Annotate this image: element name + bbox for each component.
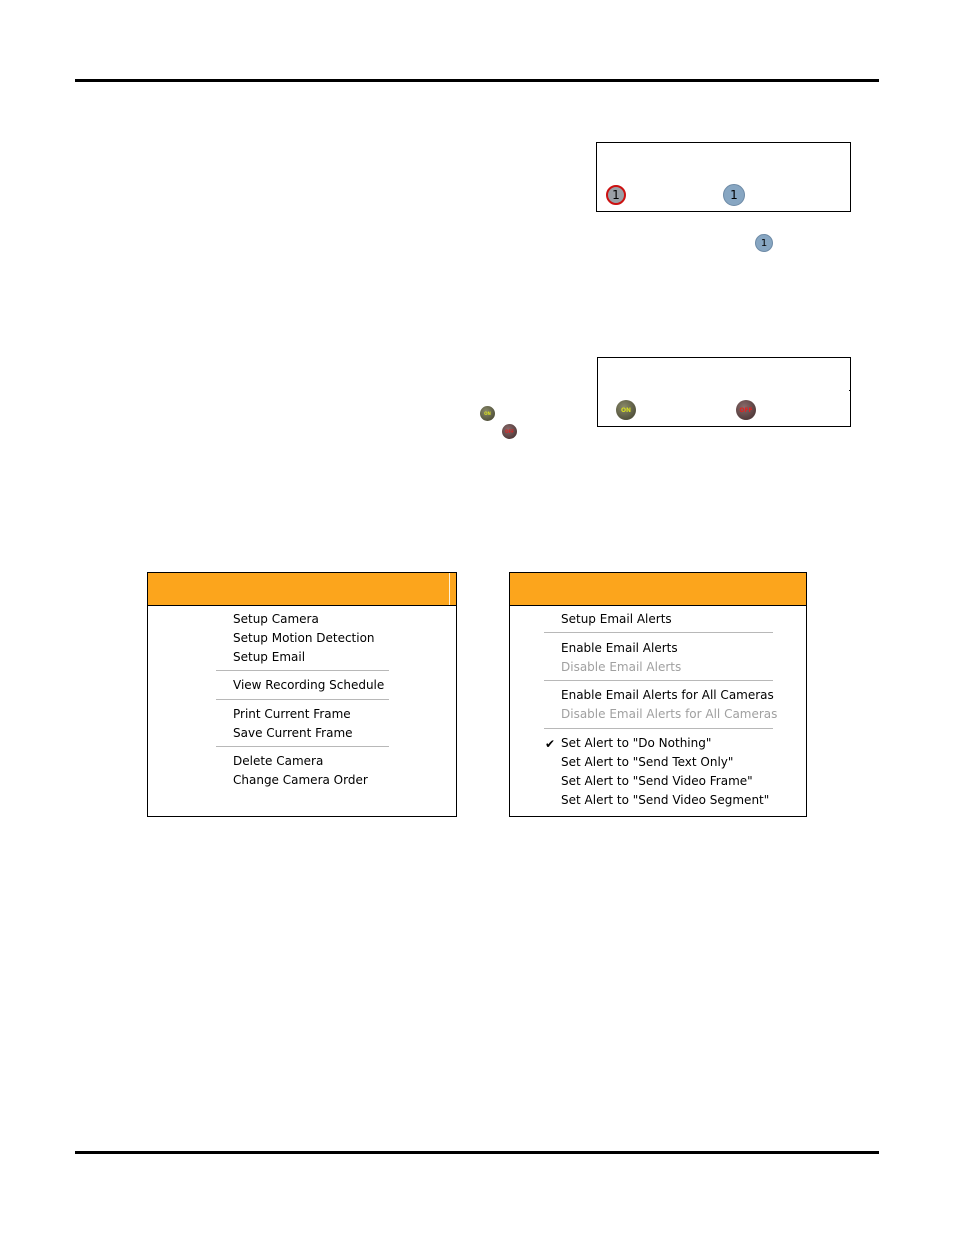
menu-item-delete-camera[interactable]: Delete Camera xyxy=(233,754,324,768)
legend-divider xyxy=(597,390,851,391)
menu-separator xyxy=(216,746,389,747)
email-alerts-menu xyxy=(509,572,807,817)
check-icon: ✔ xyxy=(545,737,556,751)
menu-item-save-current-frame[interactable]: Save Current Frame xyxy=(233,726,353,740)
camera-status-legend xyxy=(596,142,851,212)
header-rule xyxy=(75,79,879,82)
inline-camera-badge xyxy=(755,234,773,252)
menu-item-alert-send-text-only[interactable]: Set Alert to "Send Text Only" xyxy=(561,755,734,769)
menu-item-setup-motion-detection[interactable]: Setup Motion Detection xyxy=(233,631,375,645)
inline-recording-on-icon xyxy=(480,406,495,421)
unselected-camera-badge xyxy=(723,184,745,206)
menu-item-disable-email-alerts: Disable Email Alerts xyxy=(561,660,682,674)
selected-camera-number: 1 xyxy=(612,188,620,202)
selected-camera-badge xyxy=(606,185,626,205)
recording-on-icon xyxy=(616,400,636,420)
menu-item-change-camera-order[interactable]: Change Camera Order xyxy=(233,773,368,787)
menu-separator xyxy=(544,680,773,681)
inline-recording-off-icon xyxy=(502,424,517,439)
menu-item-print-current-frame[interactable]: Print Current Frame xyxy=(233,707,351,721)
inline-recording-on-label: ON xyxy=(484,411,491,416)
menu-item-alert-send-video-frame[interactable]: Set Alert to "Send Video Frame" xyxy=(561,774,753,788)
menu-item-setup-email[interactable]: Setup Email xyxy=(233,650,306,664)
recording-off-icon xyxy=(736,400,756,420)
camera-menu-header xyxy=(148,573,456,606)
menu-item-setup-email-alerts[interactable]: Setup Email Alerts xyxy=(561,612,672,626)
menu-item-enable-email-alerts[interactable]: Enable Email Alerts xyxy=(561,641,678,655)
unselected-camera-number: 1 xyxy=(730,188,738,202)
menu-separator xyxy=(216,670,389,671)
recording-status-legend xyxy=(597,357,851,427)
menu-item-setup-camera[interactable]: Setup Camera xyxy=(233,612,319,626)
menu-item-disable-alerts-all-cameras: Disable Email Alerts for All Cameras xyxy=(561,707,778,721)
recording-on-label: ON xyxy=(620,406,632,414)
email-menu-header xyxy=(510,573,806,606)
menu-item-alert-send-video-segment[interactable]: Set Alert to "Send Video Segment" xyxy=(561,793,770,807)
menu-separator xyxy=(544,632,773,633)
menu-item-enable-alerts-all-cameras[interactable]: Enable Email Alerts for All Cameras xyxy=(561,688,774,702)
menu-item-alert-do-nothing[interactable]: Set Alert to "Do Nothing" xyxy=(561,736,712,750)
inline-camera-number: 1 xyxy=(760,237,768,249)
footer-rule xyxy=(75,1151,879,1154)
recording-off-label: OFF xyxy=(739,406,753,414)
menu-item-view-recording-schedule[interactable]: View Recording Schedule xyxy=(233,678,385,692)
inline-recording-off-label: OFF xyxy=(505,429,514,434)
menu-separator xyxy=(216,699,389,700)
menu-separator xyxy=(544,728,773,729)
camera-context-menu xyxy=(147,572,457,817)
